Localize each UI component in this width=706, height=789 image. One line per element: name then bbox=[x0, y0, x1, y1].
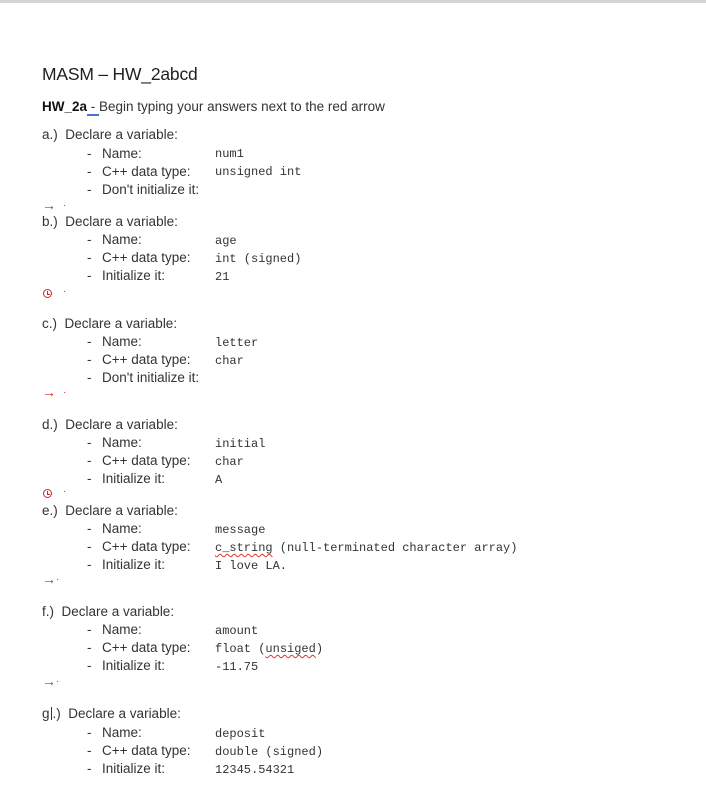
bullet-dash: - bbox=[87, 232, 92, 247]
init-label: Initialize it: bbox=[102, 471, 166, 486]
name-value: num1 bbox=[215, 147, 244, 161]
red-arrow-icon: → bbox=[42, 384, 56, 400]
name-label: Name: bbox=[102, 521, 142, 536]
type-label: C++ data type: bbox=[102, 640, 191, 655]
bullet-dash: - bbox=[87, 164, 92, 179]
type-label: C++ data type: bbox=[102, 453, 191, 468]
name-label: Name: bbox=[102, 622, 142, 637]
name-label: Name: bbox=[102, 334, 142, 349]
question-letter: c.) bbox=[42, 316, 57, 331]
question-letter: d.) bbox=[42, 417, 58, 432]
name-label: Name: bbox=[102, 725, 142, 740]
dont-init-label: Don't initialize it: bbox=[102, 370, 200, 385]
declare-label: Declare a variable: bbox=[65, 127, 178, 142]
bullet-dash: - bbox=[87, 521, 92, 536]
declare-label: Declare a variable: bbox=[64, 316, 178, 331]
bullet-dash: - bbox=[87, 352, 92, 367]
answer-bullet-dot[interactable]: · bbox=[63, 486, 67, 497]
question-c-heading bbox=[42, 316, 177, 331]
answer-bullet-dot[interactable]: · bbox=[56, 574, 60, 585]
type-value: unsigned int bbox=[215, 165, 302, 179]
spellcheck-word[interactable]: unsiged bbox=[265, 642, 316, 656]
init-label: Initialize it: bbox=[102, 557, 166, 572]
question-g-heading bbox=[42, 706, 181, 721]
type-value: int (signed) bbox=[215, 252, 302, 266]
text-cursor bbox=[51, 707, 52, 720]
type-label: C++ data type: bbox=[102, 539, 191, 554]
type-value-post: ) bbox=[315, 642, 324, 656]
intro-line bbox=[42, 99, 385, 114]
name-label: Name: bbox=[102, 232, 142, 247]
bullet-dash: - bbox=[87, 640, 92, 655]
question-a-heading bbox=[42, 127, 178, 142]
type-value bbox=[215, 642, 323, 656]
red-arrow-icon: → bbox=[42, 571, 56, 587]
init-value: I love LA. bbox=[215, 559, 288, 573]
bullet-dash: - bbox=[87, 622, 92, 637]
answer-bullet-dot[interactable]: · bbox=[63, 286, 67, 297]
answer-bullet-dot[interactable]: · bbox=[63, 387, 67, 398]
question-letter: a.) bbox=[42, 127, 58, 142]
bullet-dash: - bbox=[87, 268, 92, 283]
red-clock-icon bbox=[43, 289, 52, 298]
document-title: MASM – HW_2abcd bbox=[42, 64, 198, 84]
answer-bullet-dot[interactable]: · bbox=[63, 200, 67, 211]
question-f-heading bbox=[42, 604, 174, 619]
bullet-dash: - bbox=[87, 743, 92, 758]
question-e-heading bbox=[42, 503, 178, 518]
bullet-dash: - bbox=[87, 557, 92, 572]
spellcheck-word[interactable]: c_string bbox=[215, 541, 273, 555]
init-value: A bbox=[215, 473, 223, 487]
bullet-dash: - bbox=[87, 146, 92, 161]
type-label: C++ data type: bbox=[102, 250, 191, 265]
type-value: char bbox=[215, 354, 244, 368]
declare-label: Declare a variable: bbox=[61, 604, 175, 619]
name-value: letter bbox=[215, 336, 259, 350]
question-d-heading bbox=[42, 417, 178, 432]
type-label: C++ data type: bbox=[102, 164, 191, 179]
init-value: 12345.54321 bbox=[215, 763, 295, 777]
red-arrow-icon: → bbox=[42, 673, 56, 689]
question-letter: e.) bbox=[42, 503, 58, 518]
init-value: -11.75 bbox=[215, 660, 259, 674]
red-clock-icon bbox=[43, 489, 52, 498]
question-letter: b.) bbox=[42, 214, 58, 229]
answer-bullet-dot[interactable]: · bbox=[56, 676, 60, 687]
bullet-dash: - bbox=[87, 761, 92, 776]
type-value bbox=[215, 541, 517, 555]
bullet-dash: - bbox=[87, 182, 92, 197]
init-label: Initialize it: bbox=[102, 761, 166, 776]
bullet-dash: - bbox=[87, 471, 92, 486]
bullet-dash: - bbox=[87, 725, 92, 740]
intro-id: HW_2a bbox=[42, 99, 88, 114]
name-label: Name: bbox=[102, 435, 142, 450]
declare-label: Declare a variable: bbox=[65, 417, 178, 432]
intro-text: Begin typing your answers next to the red arrow bbox=[99, 99, 385, 114]
type-value-pre: float ( bbox=[215, 642, 266, 656]
declare-label: Declare a variable: bbox=[65, 503, 178, 518]
name-value: message bbox=[215, 523, 266, 537]
init-label: Initialize it: bbox=[102, 268, 166, 283]
type-value-rest: (null-terminated character array) bbox=[272, 541, 518, 555]
name-value: deposit bbox=[215, 727, 266, 741]
init-label: Initialize it: bbox=[102, 658, 166, 673]
declare-label: Declare a variable: bbox=[65, 214, 178, 229]
type-value: char bbox=[215, 455, 244, 469]
init-value: 21 bbox=[215, 270, 230, 284]
question-letter-suffix: .) bbox=[52, 706, 61, 721]
bullet-dash: - bbox=[87, 539, 92, 554]
bullet-dash: - bbox=[87, 453, 92, 468]
bullet-dash: - bbox=[87, 334, 92, 349]
bullet-dash: - bbox=[87, 435, 92, 450]
name-value: amount bbox=[215, 624, 259, 638]
name-value: initial bbox=[215, 437, 266, 451]
intro-separator: - bbox=[87, 99, 100, 114]
red-arrow-icon: → bbox=[42, 197, 56, 213]
type-value: double (signed) bbox=[215, 745, 324, 759]
name-value: age bbox=[215, 234, 237, 248]
declare-label: Declare a variable: bbox=[68, 706, 181, 721]
question-b-heading bbox=[42, 214, 178, 229]
top-border bbox=[0, 0, 706, 3]
type-label: C++ data type: bbox=[102, 743, 191, 758]
name-label: Name: bbox=[102, 146, 142, 161]
bullet-dash: - bbox=[87, 658, 92, 673]
bullet-dash: - bbox=[87, 250, 92, 265]
dont-init-label: Don't initialize it: bbox=[102, 182, 200, 197]
bullet-dash: - bbox=[87, 370, 92, 385]
type-label: C++ data type: bbox=[102, 352, 191, 367]
question-letter: f.) bbox=[42, 604, 54, 619]
question-letter: g bbox=[42, 706, 50, 721]
